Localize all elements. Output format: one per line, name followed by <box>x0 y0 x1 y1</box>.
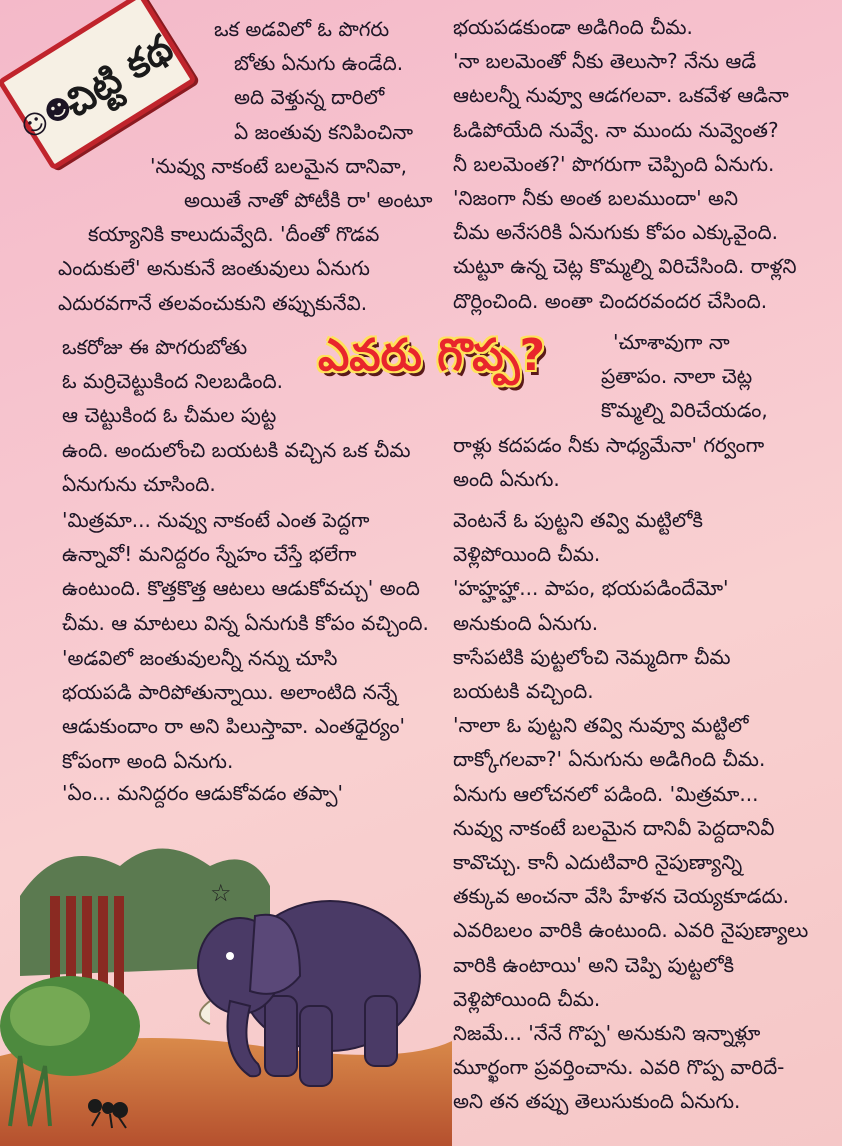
text-line: భయపడి పారిపోతున్నాయి. అలాంటిది నన్నే <box>62 680 398 705</box>
text-line: కాసేపటికి పుట్టలోంచి నెమ్మదిగా చీమ <box>453 644 731 669</box>
text-line: 'నిజంగా నీకు అంత బలముందా' అని <box>453 186 738 211</box>
text-line: 'అడవిలో జంతువులన్నీ నన్ను చూసి <box>62 646 338 670</box>
story-title: ఎవరు గొప్ప? <box>318 330 545 381</box>
text-line: ప్రతాపం. నాలా చెట్ల <box>601 364 753 389</box>
text-line: మూర్ఖంగా ప్రవర్తించాను. ఎవరి గొప్ప వారిదే- <box>453 1055 785 1080</box>
text-line: 'ఏం... మనిద్దరం ఆడుకోవడం తప్పా' <box>62 781 344 805</box>
text-line: రాళ్లు కదపడం నీకు సాధ్యమేనా' గర్వంగా <box>453 432 765 457</box>
text-line: కావొచ్చు. కానీ ఎదుటివారి నైపుణ్యాన్ని <box>453 850 743 875</box>
right-paragraph-1 <box>453 10 797 318</box>
text-line: అంది ఏనుగు. <box>453 466 560 491</box>
left-paragraph-5 <box>62 776 343 810</box>
text-line: వెంటనే ఓ పుట్టని తవ్వి మట్టిలోకి <box>453 508 703 532</box>
text-line: ఎందుకులే' అనుకునే జంతువులు ఏనుగు <box>58 256 370 281</box>
text-line: కయ్యానికి కాలుదువ్వేది. 'దీంతో గొడవ <box>88 222 380 247</box>
left-paragraph-3 <box>62 503 429 640</box>
text-line: ఒక అడవిలో ఓ పొగరు <box>214 17 390 41</box>
text-line: ఒకరోజు ఈ పొగరుబోతు <box>62 335 248 359</box>
text-line: కొమ్మల్ని విరిచేయడం, <box>601 398 768 423</box>
logo-text: చిట్టి కథ <box>56 25 181 126</box>
text-line: 'నాలా ఓ పుట్టని తవ్వి నువ్వూ మట్టిలో <box>453 713 749 738</box>
text-line: చుట్టూ ఉన్న చెట్ల కొమ్మల్ని విరిచేసింది. రాళ్లని <box>453 254 797 279</box>
text-line: ఓ మర్రిచెట్టుకింద నిలబడింది. <box>62 369 283 394</box>
text-line: ఎవరిబలం వారికి ఉంటుంది. ఎవరి నైపుణ్యాలు <box>453 918 809 943</box>
text-line: ఉన్నావో! మనిద్దరం స్నేహం చేస్తే భలేగా <box>62 542 357 567</box>
text-line: ఉంది. అందులోంచి బయటకి వచ్చిన ఒక చీమ <box>62 437 411 462</box>
text-line: నువ్వు నాకంటే బలమైన దానివీ పెద్దదానివీ <box>453 815 775 840</box>
text-line: 'మిత్రమా... నువ్వు నాకంటే ఎంత పెద్దగా <box>62 508 370 532</box>
text-line: ఏనుగును చూసింది. <box>62 471 216 496</box>
text-line: నిజమే... 'నేనే గొప్ప' అనుకుని ఇన్నాళ్లూ <box>453 1021 761 1046</box>
text-line: అని తన తప్పు తెలుసుకుంది ఏనుగు. <box>453 1089 741 1114</box>
star-icon: ☆ <box>210 879 232 907</box>
text-line: వారికి ఉంటాయి' అని చెప్పి పుట్టలోకి <box>453 952 735 977</box>
text-line: దొర్లించింది. అంతా చిందరవందర చేసింది. <box>453 288 768 313</box>
text-line: ఆటలన్నీ నువ్వూ ఆడగలవా. ఒకవేళ ఆడినా <box>453 83 789 108</box>
text-line: కోపంగా అంది ఏనుగు. <box>62 748 234 773</box>
text-line: బయటకి వచ్చింది. <box>453 679 594 704</box>
text-line: అది వెళ్తున్న దారిలో <box>234 85 385 110</box>
text-line: భయపడకుండా అడిగింది చీమ. <box>453 15 693 39</box>
text-line: నీ బలమెంత?' పొగరుగా చెప్పింది ఏనుగు. <box>453 151 775 176</box>
text-line: చీమ. ఆ మాటలు విన్న ఏనుగుకి కోపం వచ్చింది. <box>62 610 429 635</box>
text-line: 'హహ్హహ్హా... పాపం, భయపడిందేమో' <box>453 576 729 601</box>
children-faces-icon: ☺☻ <box>16 90 79 146</box>
right-paragraph-2 <box>453 325 768 496</box>
text-line: బోతు ఏనుగు ఉండేది. <box>234 51 404 76</box>
left-paragraph-4 <box>62 641 405 778</box>
text-line: 'నా బలమెంతో నీకు తెలుసా? నేను ఆడే <box>453 49 757 74</box>
story-logo <box>2 8 192 158</box>
right-paragraph-3 <box>453 503 808 1119</box>
elephant-illustration <box>0 826 452 1146</box>
text-line: ఓడిపోయేది నువ్వే. నా ముందు నువ్వెంత? <box>453 117 779 142</box>
text-line: అనుకుంది ఏనుగు. <box>453 610 599 635</box>
elephant-eye <box>226 952 234 960</box>
text-line: ఏనుగు ఆలోచనలో పడింది. 'మిత్రమా... <box>453 781 759 806</box>
text-line: ఏ జంతువు కనిపించినా <box>234 119 414 144</box>
text-line: 'చూశావుగా నా <box>613 330 730 354</box>
text-line: ఆ చెట్టుకింద ఓ చీమల పుట్ట <box>62 403 277 428</box>
text-line: 'నువ్వు నాకంటే బలమైన దానివా, <box>150 153 407 178</box>
text-line: ఎదురవగానే తలవంచుకుని తప్పుకునేవి. <box>58 290 368 315</box>
text-line: వెళ్లిపోయింది చీమ. <box>453 542 601 567</box>
text-line: చీమ అనేసరికి ఏనుగుకు కోపం ఎక్కువైంది. <box>453 220 778 245</box>
text-line: ఆడుకుందాం రా అని పిలుస్తావా. ఎంతధైర్యం' <box>62 714 406 739</box>
text-line: ఉంటుంది. కొత్తకొత్త ఆటలు ఆడుకోవచ్చు' అంది <box>62 576 420 601</box>
text-line: వెళ్లిపోయింది చీమ. <box>453 986 601 1011</box>
text-line: దాక్కోగలవా?' ఏనుగును అడిగింది చీమ. <box>453 747 766 772</box>
text-line: అయితే నాతో పోటీకి రా' అంటూ <box>184 188 433 213</box>
text-line: తక్కువ అంచనా వేసి హేళన చెయ్యకూడదు. <box>453 884 789 909</box>
